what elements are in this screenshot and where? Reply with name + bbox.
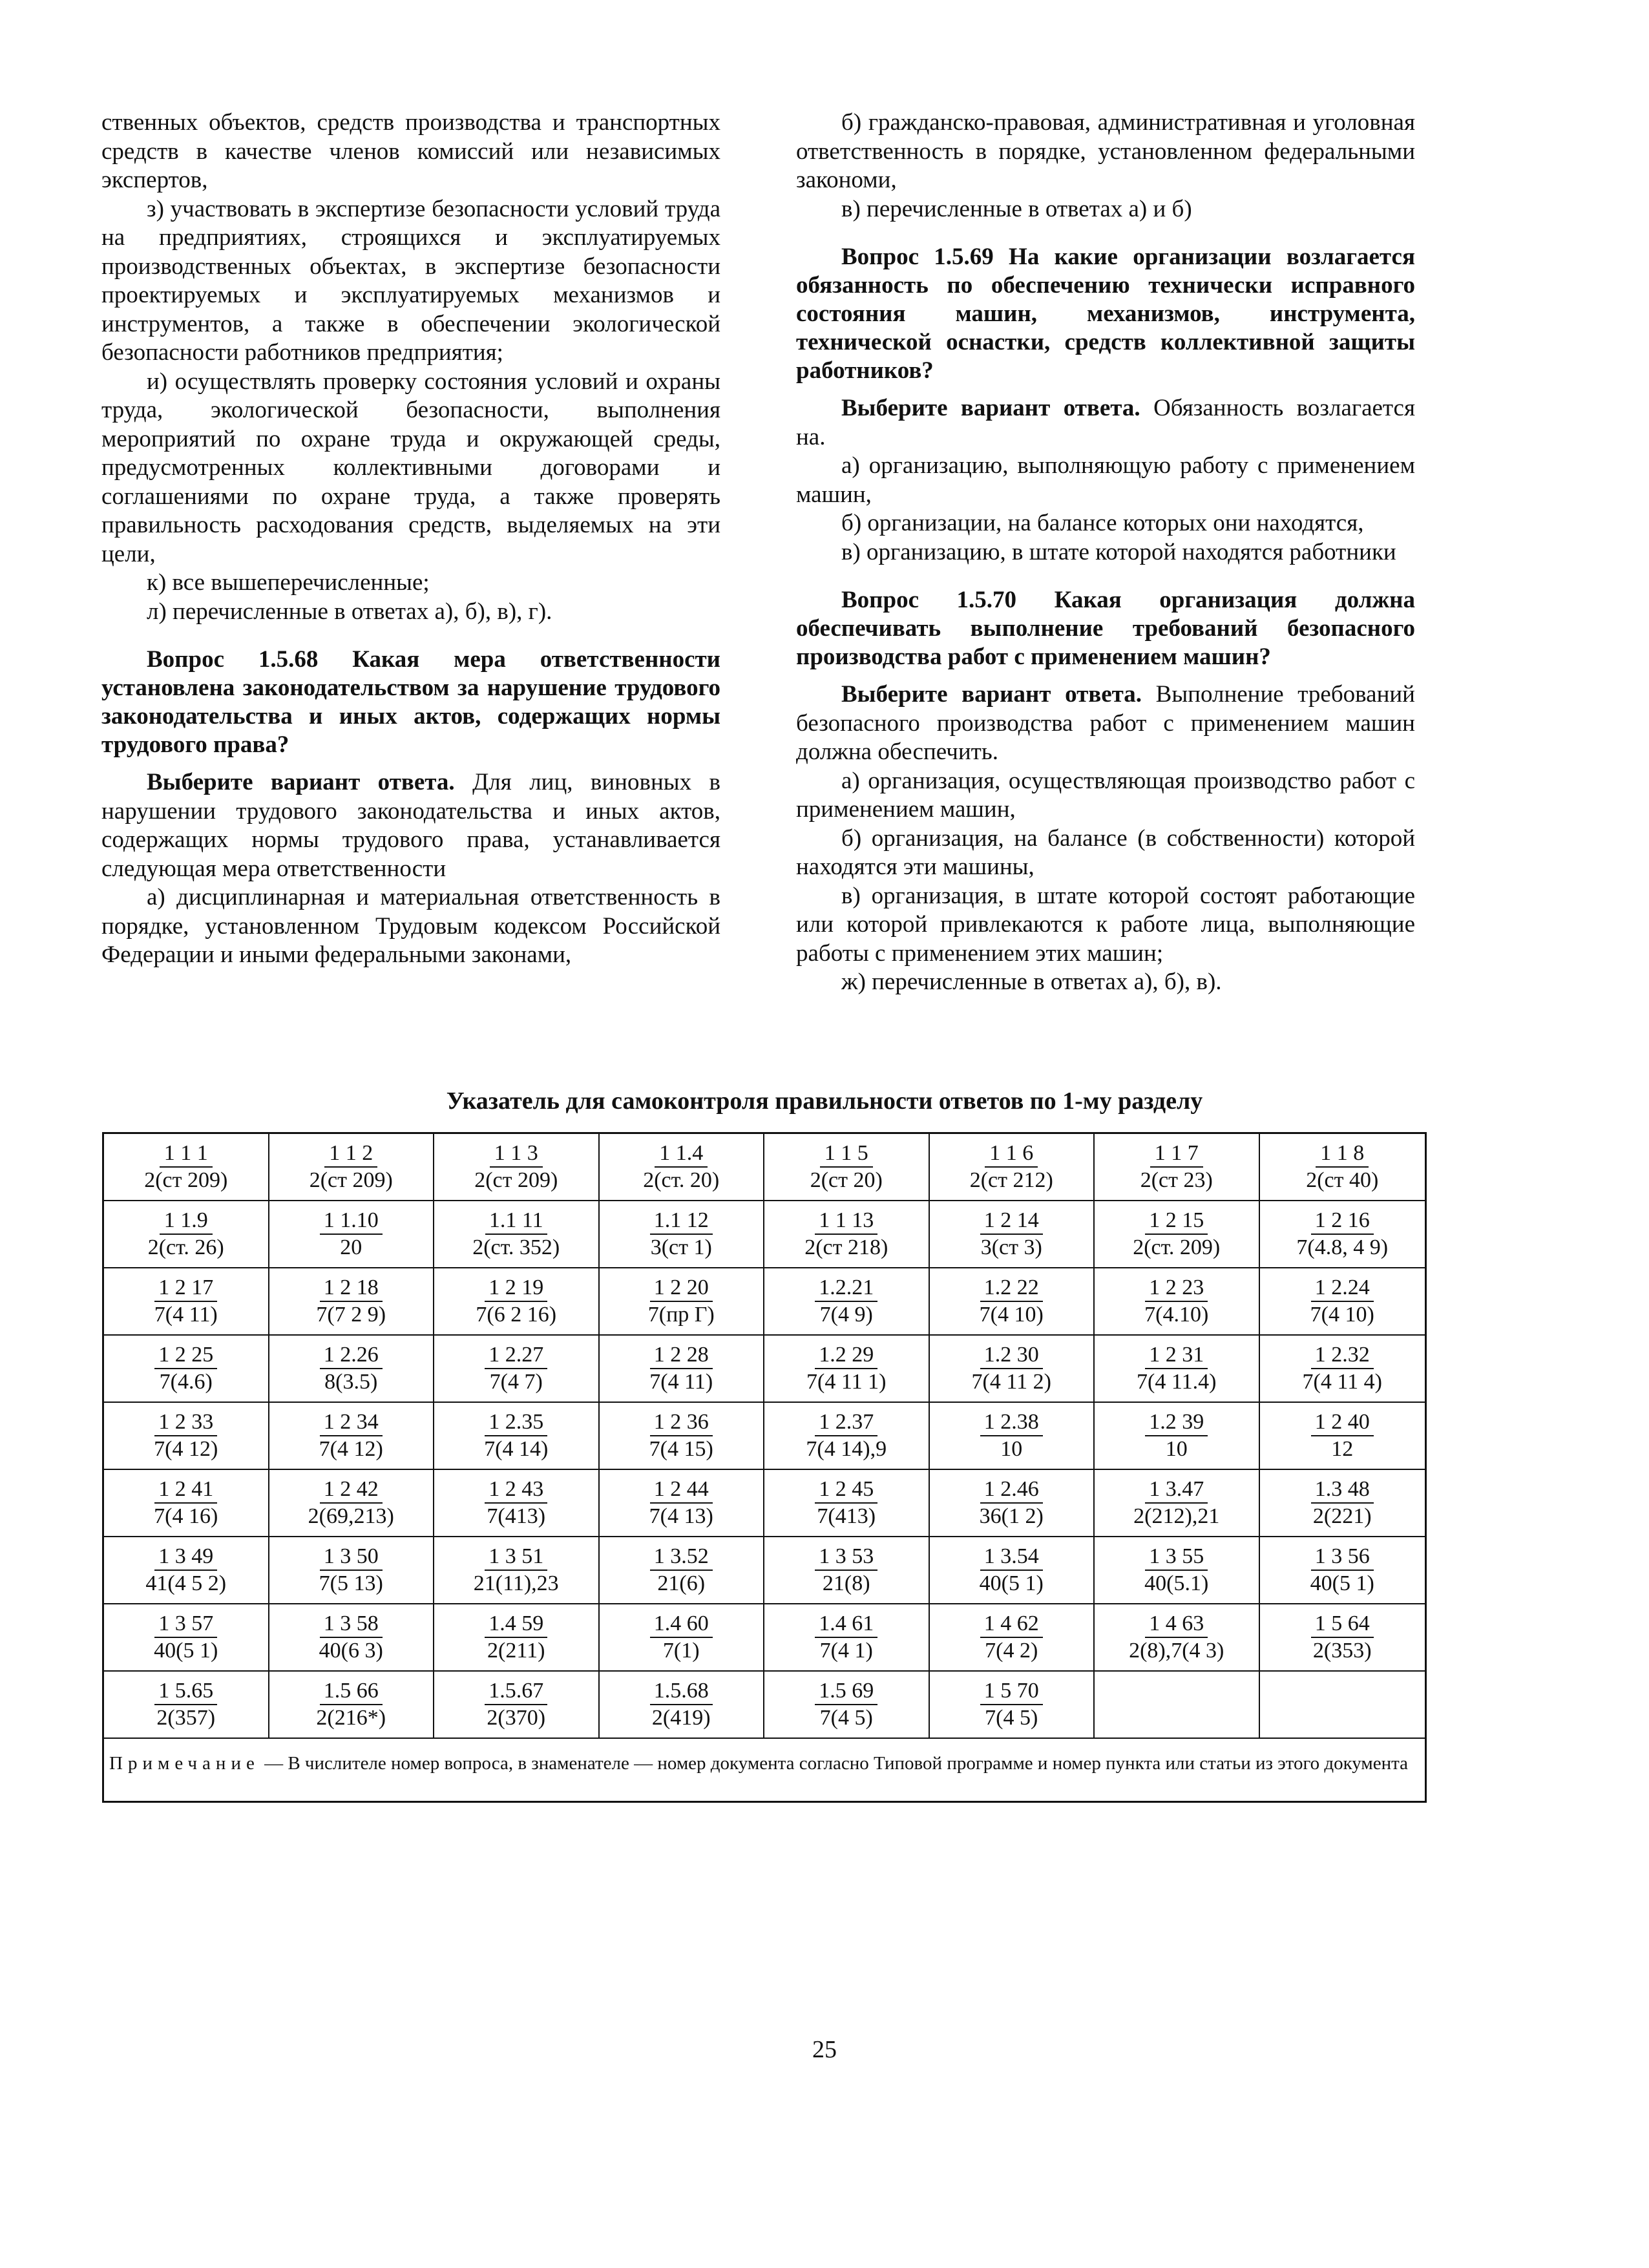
question-number: 1.4 59: [485, 1611, 547, 1638]
document-reference: 2(212),21: [1133, 1504, 1220, 1528]
document-reference: 2(216*): [316, 1706, 386, 1730]
question-number: 1 1.10: [320, 1208, 383, 1235]
table-cell: [1095, 1336, 1260, 1403]
question-number: 1 2.26: [320, 1342, 383, 1369]
document-reference: 7(4 10): [979, 1303, 1044, 1327]
question-number: 1.4 61: [815, 1611, 877, 1638]
table-cell: [764, 1134, 930, 1201]
document-reference: 7(4 12): [319, 1437, 383, 1461]
question-number: 1 1 7: [1150, 1140, 1203, 1168]
table-grid: [104, 1134, 1425, 1739]
question-number: 1 5 64: [1311, 1611, 1374, 1638]
table-cell: [600, 1268, 765, 1336]
document-reference: 2(ст 218): [804, 1235, 888, 1259]
table-cell: [104, 1336, 269, 1403]
document-reference: 7(4 5): [985, 1706, 1038, 1730]
answer-lead-label: Выберите вариант ответа.: [147, 769, 455, 795]
question-number: 1 3 56: [1311, 1544, 1374, 1571]
document-reference: 2(ст 209): [309, 1168, 393, 1192]
document-reference: 2(221): [1312, 1504, 1372, 1528]
table-cell: [434, 1672, 600, 1739]
question-number: 1 2.37: [815, 1409, 877, 1436]
question-heading: Вопрос 1.5.69 На какие организации возлагается обязанность по обеспечению технически исправного состояния машин, механизмов, инструмента, технической оснастки, средств коллективной защиты работников?: [796, 244, 1415, 384]
answer-lead-label: Выберите вариант ответа.: [841, 395, 1140, 421]
question-number: 1 1 5: [820, 1140, 873, 1168]
question-number: 1 3 49: [154, 1544, 217, 1571]
table-cell: [269, 1336, 435, 1403]
document-reference: 10: [1000, 1437, 1023, 1461]
question-number: 1 2.38: [980, 1409, 1043, 1436]
table-cell: [104, 1134, 269, 1201]
paragraph: б) гражданско-правовая, административная и уголовная ответственность в порядке, установленном федеральными закономи,: [796, 109, 1415, 193]
table-cell: [930, 1604, 1095, 1672]
document-reference: 40(6 3): [319, 1639, 383, 1663]
document-reference: 3(ст 3): [980, 1235, 1042, 1259]
question-number: 1 3.54: [980, 1544, 1043, 1571]
table-cell: [269, 1604, 435, 1672]
document-reference: 2(ст. 209): [1133, 1235, 1221, 1259]
table-cell: [434, 1604, 600, 1672]
document-reference: 7(4 1): [819, 1639, 873, 1663]
document-reference: 7(4 11 1): [806, 1370, 887, 1394]
table-cell: [269, 1537, 435, 1604]
document-reference: 2(357): [156, 1706, 216, 1730]
table-cell: [1095, 1672, 1260, 1739]
document-reference: 2(353): [1312, 1639, 1372, 1663]
question-number: 1.2 39: [1145, 1409, 1208, 1436]
document-reference: 7(4 16): [154, 1504, 218, 1528]
document-reference: 7(пр Г): [647, 1303, 715, 1327]
question-number: 1 1.9: [160, 1208, 213, 1235]
document-reference: 7(4 12): [154, 1437, 218, 1461]
document-reference: 7(4 11 4): [1302, 1370, 1382, 1394]
document-reference: 7(4 14): [484, 1437, 549, 1461]
table-cell: [600, 1201, 765, 1268]
document-reference: 7(413): [817, 1504, 876, 1528]
document-reference: 7(4 11.4): [1137, 1370, 1217, 1394]
question-number: 1 2 18: [320, 1275, 383, 1302]
document-reference: 12: [1331, 1437, 1354, 1461]
question-number: 1 3 57: [154, 1611, 217, 1638]
table-cell: [600, 1604, 765, 1672]
document-reference: 2(ст 40): [1306, 1168, 1379, 1192]
question-number: 1 2.35: [485, 1409, 547, 1436]
document-reference: 36(1 2): [979, 1504, 1044, 1528]
document-reference: 7(4 15): [649, 1437, 713, 1461]
paragraph: в) организация, в штате которой состоят работающие или которой привлекаются к работе лица, выполняющие работы с применением этих машин;: [796, 882, 1415, 967]
note-text: — В числителе номер вопроса, в знаменателе — номер документа согласно Типовой программе и номер пункта или статьи из этого документа: [259, 1753, 1409, 1774]
table-cell: [104, 1604, 269, 1672]
question-number: 1 4 62: [980, 1611, 1043, 1638]
document-reference: 21(6): [657, 1571, 706, 1595]
question-number: 1 3 58: [320, 1611, 383, 1638]
page-number: 25: [812, 2036, 837, 2063]
question-number: 1 1 3: [490, 1140, 543, 1168]
document-reference: 2(ст 209): [474, 1168, 558, 1192]
answer-lead-text: Выполнение требований безопасного производства работ с применением машин должна обеспечить.: [796, 681, 1415, 765]
document-reference: 2(ст 20): [810, 1168, 883, 1192]
table-cell: [1260, 1537, 1425, 1604]
question-heading: Вопрос 1.5.68 Какая мера ответственности установлена законодательством за нарушение трудового законодательства и иных актов, содержащих нормы трудового права?: [101, 646, 720, 758]
paragraph: а) организацию, выполняющую работу с применением машин,: [796, 452, 1415, 508]
question-number: 1 1 2: [324, 1140, 377, 1168]
table-cell: [1260, 1604, 1425, 1672]
table-cell: [1260, 1470, 1425, 1537]
document-reference: 10: [1165, 1437, 1188, 1461]
table-cell: [764, 1604, 930, 1672]
question-number: 1 1 6: [985, 1140, 1038, 1168]
question-number: 1 3 51: [485, 1544, 547, 1571]
table-cell: [434, 1336, 600, 1403]
question-number: 1 1 8: [1316, 1140, 1369, 1168]
document-reference: 7(4 11): [649, 1370, 713, 1394]
table-cell: [764, 1403, 930, 1470]
table-cell: [434, 1201, 600, 1268]
table-cell: [104, 1403, 269, 1470]
question-number: 1 3 50: [320, 1544, 383, 1571]
table-cell: [434, 1537, 600, 1604]
question-number: 1 1 13: [815, 1208, 877, 1235]
question-number: 1 2 15: [1145, 1208, 1208, 1235]
table-cell: [930, 1201, 1095, 1268]
answer-lead-text: Обязанность возлагается на.: [796, 395, 1415, 450]
document-reference: 2(ст 212): [969, 1168, 1053, 1192]
question-number: 1 2 42: [320, 1476, 383, 1504]
left-column: [101, 109, 720, 970]
answer-index-table: [102, 1132, 1427, 1803]
table-cell: [434, 1268, 600, 1336]
document-reference: 8(3.5): [324, 1370, 378, 1394]
document-reference: 21(11),23: [473, 1571, 559, 1595]
question-number: 1 2 17: [154, 1275, 217, 1302]
question-number: 1 2 43: [485, 1476, 547, 1504]
question-number: 1.5.68: [650, 1678, 713, 1705]
question-number: 1.2 29: [815, 1342, 877, 1369]
question-number: 1 2 36: [650, 1409, 713, 1436]
table-cell: [600, 1672, 765, 1739]
table-cell: [269, 1470, 435, 1537]
document-reference: 2(ст. 352): [472, 1235, 560, 1259]
paragraph: б) организация, на балансе (в собственности) которой находятся эти машины,: [796, 824, 1415, 880]
question-number: 1.3 48: [1311, 1476, 1374, 1504]
table-cell: [600, 1134, 765, 1201]
question-heading: Вопрос 1.5.70 Какая организация должна обеспечивать выполнение требований безопасного производства работ с применением машин?: [796, 587, 1415, 670]
document-reference: 7(413): [487, 1504, 546, 1528]
answer-lead: [101, 768, 720, 883]
paragraph: ственных объектов, средств производства и транспортных средств в качестве членов комиссий или независимых экспертов,: [101, 109, 720, 193]
paragraph: а) организация, осуществляющая производство работ с применением машин,: [796, 767, 1415, 823]
question-number: 1.5 69: [815, 1678, 877, 1705]
document-reference: 2(ст. 20): [643, 1168, 720, 1192]
table-cell: [434, 1403, 600, 1470]
answer-lead-label: Выберите вариант ответа.: [841, 681, 1142, 708]
document-reference: 7(5 13): [319, 1571, 383, 1595]
question-number: 1 2 23: [1145, 1275, 1208, 1302]
paragraph: л) перечисленные в ответах а), б), в), г).: [147, 598, 552, 625]
question-number: 1.2.21: [815, 1275, 877, 1302]
question-number: 1 2 28: [650, 1342, 713, 1369]
table-cell: [269, 1268, 435, 1336]
table-cell: [930, 1537, 1095, 1604]
question-number: 1 2.27: [485, 1342, 547, 1369]
document-reference: 7(6 2 16): [476, 1303, 557, 1327]
document-reference: 40(5 1): [1310, 1571, 1374, 1595]
table-cell: [1260, 1134, 1425, 1201]
question-number: 1 2 40: [1311, 1409, 1374, 1436]
answer-lead: [796, 680, 1415, 767]
table-cell: [104, 1268, 269, 1336]
document-reference: 7(4 13): [649, 1504, 713, 1528]
table-cell: [1260, 1201, 1425, 1268]
table-cell: [600, 1336, 765, 1403]
document-reference: 7(4 9): [819, 1303, 873, 1327]
document-reference: 2(419): [651, 1706, 711, 1730]
table-cell: [764, 1470, 930, 1537]
document-reference: 2(ст 23): [1140, 1168, 1213, 1192]
question-number: 1 2 14: [980, 1208, 1043, 1235]
document-reference: 7(4.6): [159, 1370, 213, 1394]
question-number: 1 2 31: [1145, 1342, 1208, 1369]
table-cell: [930, 1336, 1095, 1403]
table-cell: [1095, 1604, 1260, 1672]
document-reference: 7(4.8, 4 9): [1296, 1235, 1389, 1259]
note-label: Примечание: [109, 1753, 260, 1774]
question-number: 1 1.4: [655, 1140, 708, 1168]
question-number: 1 2 19: [485, 1275, 547, 1302]
question-number: 1 2.32: [1311, 1342, 1374, 1369]
paragraph: в) организацию, в штате которой находятся работники: [841, 538, 1396, 565]
table-cell: [930, 1403, 1095, 1470]
table-cell: [1095, 1537, 1260, 1604]
document-reference: 41(4 5 2): [145, 1571, 227, 1595]
table-cell: [269, 1134, 435, 1201]
question-number: 1 1 1: [160, 1140, 213, 1168]
document-reference: 2(ст 209): [144, 1168, 228, 1192]
document-reference: 7(4 5): [819, 1706, 873, 1730]
question-number: 1 2 33: [154, 1409, 217, 1436]
document-reference: 20: [340, 1235, 362, 1259]
table-cell: [269, 1672, 435, 1739]
question-number: 1 3.52: [650, 1544, 713, 1571]
question-number: 1 2 34: [320, 1409, 383, 1436]
table-cell: [104, 1537, 269, 1604]
question-number: 1 2 25: [154, 1342, 217, 1369]
document-reference: 3(ст 1): [650, 1235, 712, 1259]
table-cell: [434, 1134, 600, 1201]
document-reference: 40(5 1): [979, 1571, 1044, 1595]
answer-lead-text: Для лиц, виновных в нарушении трудового законодательства и иных актов, содержащих нормы трудового права, устанавливается следующая мера ответственности: [101, 769, 720, 882]
question-number: 1 2.24: [1311, 1275, 1374, 1302]
document-reference: 2(69,213): [308, 1504, 394, 1528]
question-number: 1 2.46: [980, 1476, 1043, 1504]
document-reference: 40(5.1): [1144, 1571, 1209, 1595]
question-number: 1.1 11: [485, 1208, 547, 1235]
document-reference: 7(4 10): [1310, 1303, 1374, 1327]
question-number: 1 2 44: [650, 1476, 713, 1504]
table-cell: [1260, 1336, 1425, 1403]
question-number: 1 3.47: [1145, 1476, 1208, 1504]
document-reference: 7(4 11 2): [971, 1370, 1051, 1394]
table-cell: [269, 1201, 435, 1268]
table-cell: [1260, 1268, 1425, 1336]
question-number: 1 4 63: [1145, 1611, 1208, 1638]
document-reference: 7(4 11): [154, 1303, 218, 1327]
question-number: 1.4 60: [650, 1611, 713, 1638]
paragraph: ж) перечисленные в ответах а), б), в).: [841, 969, 1222, 995]
question-number: 1.5.67: [485, 1678, 547, 1705]
document-reference: 2(8),7(4 3): [1129, 1639, 1224, 1663]
table-note: [104, 1739, 1425, 1801]
table-title: Указатель для самоконтроля правильности ответов по 1-му разделу: [446, 1087, 1203, 1115]
table-cell: [1095, 1201, 1260, 1268]
table-cell: [600, 1403, 765, 1470]
question-number: 1 5 70: [980, 1678, 1043, 1705]
document-reference: 7(4 7): [489, 1370, 543, 1394]
table-cell: [764, 1672, 930, 1739]
table-cell: [930, 1672, 1095, 1739]
table-cell: [269, 1403, 435, 1470]
table-cell: [930, 1470, 1095, 1537]
table-cell: [930, 1134, 1095, 1201]
paragraph: и) осуществлять проверку состояния условий и охраны труда, экологической безопасности, выполнения мероприятий по охране труда и окружающей среды, предусмотренных коллективными договорами и соглашениями по охране труда, а также проверять правильность расходования средств, выделяемых на эти цели,: [101, 368, 720, 567]
table-cell: [1095, 1268, 1260, 1336]
document-reference: 40(5 1): [154, 1639, 218, 1663]
right-column: [796, 109, 1415, 997]
question-number: 1 2 41: [154, 1476, 217, 1504]
document-reference: 2(370): [487, 1706, 546, 1730]
table-cell: [1095, 1134, 1260, 1201]
paragraph: в) перечисленные в ответах а) и б): [841, 195, 1192, 222]
table-cell: [600, 1470, 765, 1537]
table-cell: [764, 1336, 930, 1403]
table-cell: [104, 1672, 269, 1739]
table-cell: [1260, 1403, 1425, 1470]
question-number: 1 3 53: [815, 1544, 877, 1571]
document-reference: 7(1): [662, 1639, 700, 1663]
question-number: 1 2 20: [650, 1275, 713, 1302]
question-number: 1 3 55: [1145, 1544, 1208, 1571]
paragraph: з) участвовать в экспертизе безопасности условий труда на предприятиях, строящихся и эксплуатируемых производственных объектах, в экспертизе безопасности проектируемых и эксплуатируемых механизмов и инструментов, а также в обеспечении экологической безопасности работников предприятия;: [101, 195, 720, 366]
paragraph: а) дисциплинарная и материальная ответственность в порядке, установленном Трудовым кодексом Российской Федерации и иными федеральными законами,: [101, 884, 720, 968]
question-number: 1 2 16: [1311, 1208, 1374, 1235]
table-cell: [764, 1537, 930, 1604]
table-cell: [600, 1537, 765, 1604]
table-cell: [764, 1201, 930, 1268]
question-number: 1 5.65: [154, 1678, 217, 1705]
question-number: 1.2 30: [980, 1342, 1043, 1369]
table-cell: [434, 1470, 600, 1537]
document-reference: 7(4 14),9: [806, 1437, 887, 1461]
table-cell: [930, 1268, 1095, 1336]
document-reference: 2(ст. 26): [147, 1235, 224, 1259]
table-cell: [1095, 1403, 1260, 1470]
question-number: 1.2 22: [980, 1275, 1043, 1302]
table-cell: [764, 1268, 930, 1336]
answer-lead: [796, 394, 1415, 452]
table-cell: [1260, 1672, 1425, 1739]
document-reference: 2(211): [487, 1639, 545, 1663]
question-number: 1 2 45: [815, 1476, 877, 1504]
paragraph: к) все вышеперечисленные;: [147, 569, 430, 596]
table-cell: [1095, 1470, 1260, 1537]
document-reference: 7(4.10): [1144, 1303, 1209, 1327]
table-cell: [104, 1201, 269, 1268]
question-number: 1.5 66: [320, 1678, 383, 1705]
paragraph: б) организации, на балансе которых они находятся,: [841, 510, 1364, 536]
document-reference: 21(8): [822, 1571, 870, 1595]
document-reference: 7(4 2): [985, 1639, 1038, 1663]
question-number: 1.1 12: [650, 1208, 713, 1235]
document-reference: 7(7 2 9): [316, 1303, 386, 1327]
table-cell: [104, 1470, 269, 1537]
